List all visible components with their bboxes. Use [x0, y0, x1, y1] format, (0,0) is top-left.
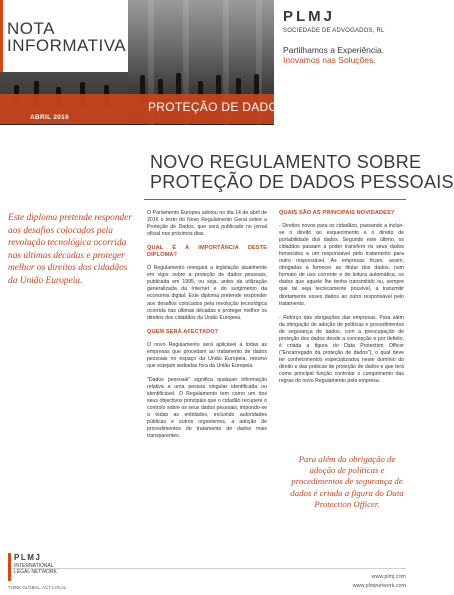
- pull-quote-left: Este diploma pretende responder aos desafios colocados pela revolução tecnológica ocorrida nas últimas décadas e proteger melhor os direitos dos cidadãos da União Europeia.: [8, 213, 133, 286]
- section-heading: QUAIS SÃO AS PRINCIPAIS NOVIDADES?: [279, 210, 395, 216]
- section-heading: QUAL É A IMPORTÂNCIA DESTE DIPLOMA?: [147, 245, 267, 259]
- section-heading: QUEM SERÁ AFECTADO?: [147, 328, 219, 335]
- paragraph: - Reforço das obrigações das empresas. Para além da obrigação de adoção de políticas e procedimentos de segurança de dados, com a preocupação de proteção dos dados desde a concepção e por defeito, é criada a figura do Data Protection Officer ("Encarregado da proteção de dados"), o qual deve ter conhecimentos especializados neste domínio do direito e das práticas de proteção de dados e que terá como principal função controlar o cumprimento das regras do novo Regulamento pela empresa.: [279, 314, 404, 385]
- brand-tagline-2: Inovamos nas Soluções.: [283, 55, 376, 65]
- article-column-1: [147, 210, 267, 447]
- header-title-line1: NOTA: [7, 19, 55, 38]
- paragraph: O Parlamento Europeu adotou no dia 14 de abril de 2016 o texto do Novo Regulamento Geral sobre a Proteção de Dados, que será publicado no jornal oficial nos próximos dias.: [147, 210, 267, 238]
- brand-subtitle: SOCIEDADE DE ADVOGADOS, RL: [283, 28, 385, 34]
- article-title-line2: PROTEÇÃO DE DADOS PESSOAIS: [150, 172, 454, 192]
- brand-logo: PLMJ: [283, 8, 336, 25]
- article-title-line1: NOVO REGULAMENTO SOBRE: [150, 152, 422, 172]
- issue-date: ABRIL 2016: [30, 114, 70, 121]
- brand-tagline-1: Partilhamos a Experiência.: [283, 45, 385, 55]
- article-column-2: [279, 210, 404, 392]
- footer-url-plmj[interactable]: www.plmj.com: [371, 574, 406, 580]
- footer-motto: THINK GLOBAL, ACT LOCAL: [8, 585, 67, 590]
- paragraph: "Dados pessoais" significa qualquer informação relativa a uma pessoa singular identificada ou identificável. O Regulamento tem como um dos seus objectivos principais que o cidadão recupere o controlo sobre os seus dados pessoais, impondo-se a todas as entidades, incluindo autoridades públicas e outros organismos, a adoção de procedimentos de tratamento de dados mais transparentes.: [147, 376, 267, 440]
- footer-logo: PLMJ: [14, 553, 42, 562]
- footer-network-line1: INTERNATIONAL: [14, 563, 54, 569]
- paragraph: - Direitos novos para os cidadãos, passando a incluir-se o direito ao esquecimento e o direito de portabilidade dos dados. Segundo este último, os cidadãos passam a poder transferir os seus dados fornecidos a um responsável pelo tratamento para outro responsável. As empresas ficam, assim, obrigadas a fornecer ao titular dos dados, num formato de uso corrente e de leitura automática, os dados que aquele lhe tenha transmitido ou, sempre que tal seja tecnicamente possível, a transmitir diretamente esses dados ao outro responsável pelo tratamento.: [279, 223, 404, 307]
- title-divider: [144, 199, 406, 200]
- footer-url-network[interactable]: www.plmjnetwork.com: [352, 583, 406, 589]
- paragraph: O novo Regulamento será aplicável a todas as empresas que procedam ao tratamento de dados pessoais no espaço da União Europeia, mesmo que estejam sediadas fora da União Europeia.: [147, 341, 267, 369]
- section-band-title: PROTEÇÃO DE DADOS PESSOAIS: [148, 100, 354, 114]
- header-accent-bar: [0, 0, 3, 72]
- footer-accent-bar: [8, 553, 11, 581]
- footer-divider: [8, 568, 406, 569]
- footer-network-line2: LEGAL NETWORK: [14, 569, 57, 575]
- paragraph: O Regulamento revogará a legislação atualmente em vigor sobre a proteção de dados pessoais, publicada em 1995, ou seja, antes da utilização generalizada da Internet e do surgimento da economia digital. Este diploma pretende responder aos desafios colocados pela revolução tecnológica ocorrida nas últimas décadas e proteger melhor os direitos dos cidadãos da União Europeia.: [147, 265, 267, 321]
- header-title-line2: INFORMATIVA: [7, 36, 127, 55]
- pull-quote-right: Para além da obrigação de adoção de políticas e procedimentos de segurança de dados é criada a figura do Data Protection Officer.: [290, 454, 404, 509]
